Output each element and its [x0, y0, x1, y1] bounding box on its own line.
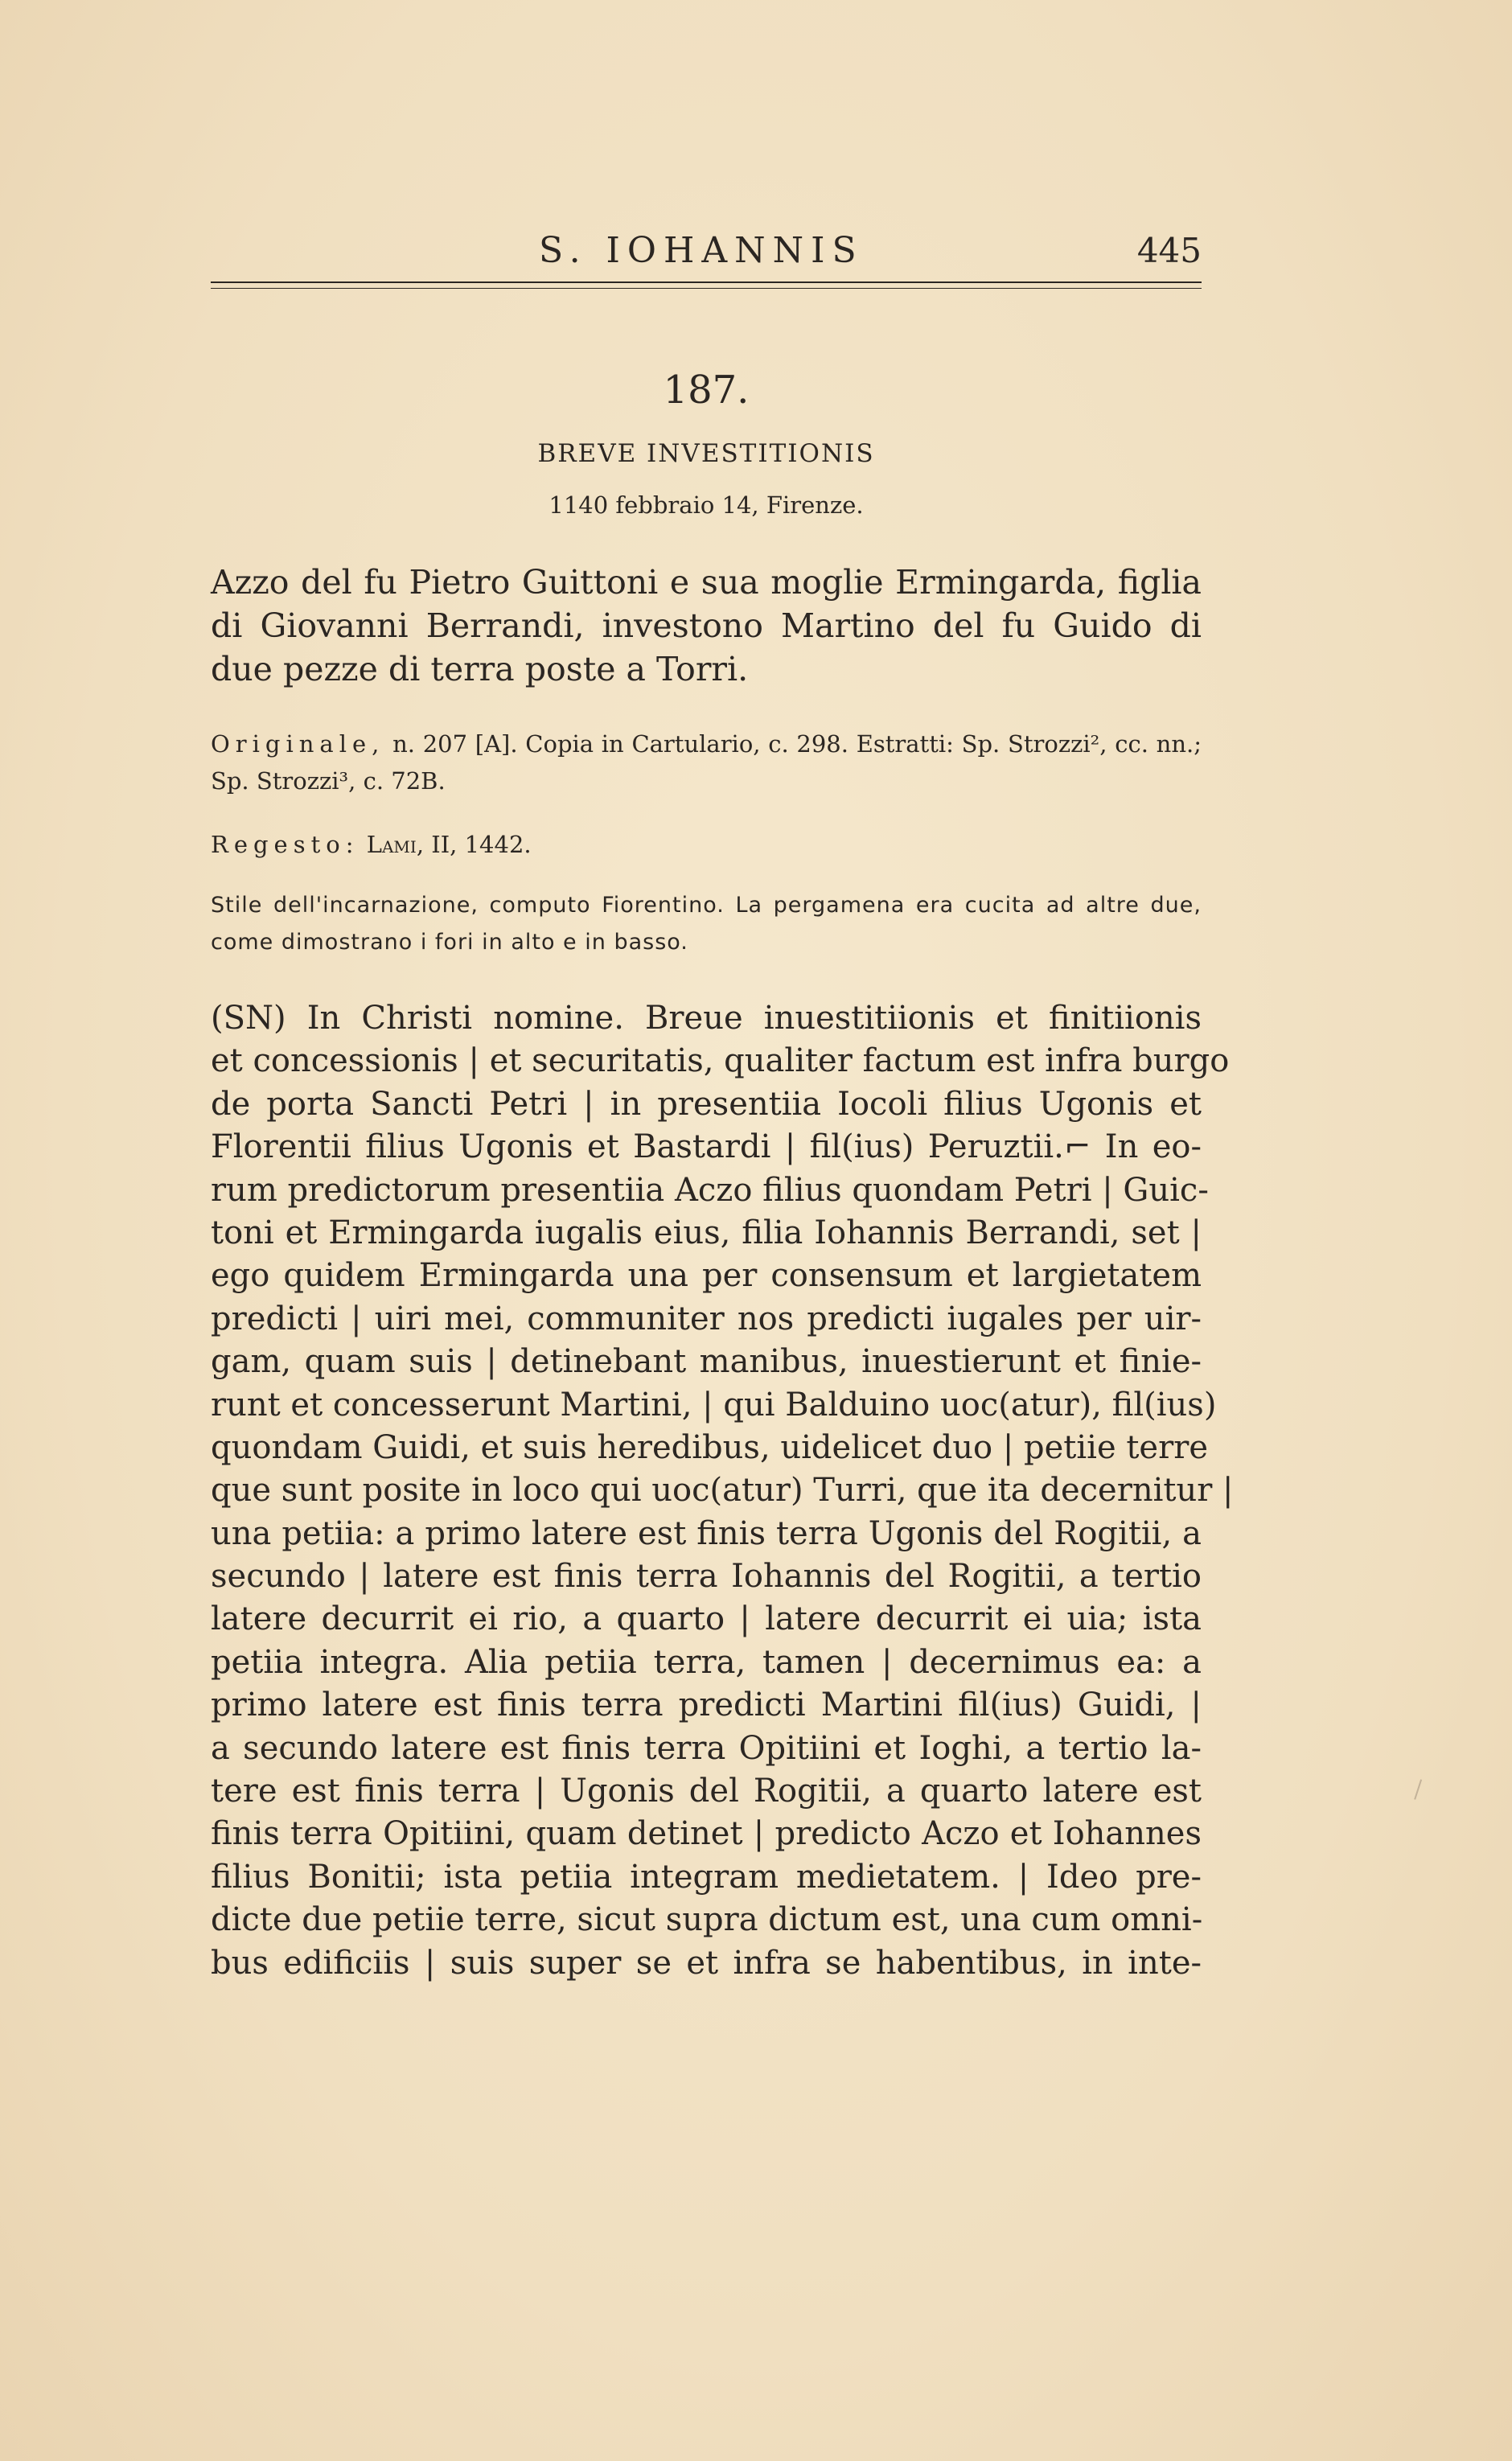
- regesto-reference: , II, 1442.: [416, 831, 532, 858]
- text-line: rum predictorum presentiia Aczo filius quondam Petri | Guic-: [211, 1171, 1209, 1209]
- manuscript-tradition: [211, 725, 1202, 799]
- editorial-note: Stile dell'incarnazione, computo Fiorentino. La pergamena era cucita ad altre due, come dimostrano i fori in alto e in basso.: [211, 893, 1202, 955]
- date-place: 1140 febbraio 14, Firenze.: [549, 491, 864, 519]
- text-line: gam, quam suis | detinebant manibus, inuestierunt et finie-: [211, 1343, 1202, 1381]
- text-line: ego quidem Ermingarda una per consensum et largietatem: [211, 1257, 1202, 1295]
- running-header: [211, 227, 1202, 275]
- text-line: petiia integra. Alia petiia terra, tamen | decernimus ea: a: [211, 1643, 1202, 1681]
- text-line: tere est finis terra | Ugonis del Rogitii, a quarto latere est: [211, 1773, 1202, 1810]
- text-line: finis terra Opitiini, quam detinet | predicto Aczo et Iohannes: [211, 1815, 1202, 1853]
- text-line: latere decurrit ei rio, a quarto | latere decurrit ei uia; ista: [211, 1600, 1202, 1638]
- text-line: a secundo latere est finis terra Opitiini et Ioghi, a tertio la-: [211, 1729, 1202, 1767]
- text-line: et concessionis | et securitatis, qualiter factum est infra burgo: [211, 1042, 1230, 1080]
- text-line: primo latere est finis terra predicti Martini fil(ius) Guidi, |: [211, 1687, 1202, 1724]
- regesto-label: Regesto:: [211, 831, 360, 858]
- regesto-author: Lami: [366, 831, 417, 858]
- document-summary: Azzo del fu Pietro Guittoni e sua moglie Ermingarda, figlia di Giovanni Berrandi, investono Martino del fu Guido di due pezze di terra poste a Torri.: [211, 563, 1202, 688]
- text-line: dicte due petiie terre, sicut supra dictum est, una cum omni-: [211, 1901, 1203, 1939]
- text-line: runt et concesserunt Martini, | qui Balduino uoc(atur), fil(ius): [211, 1386, 1217, 1424]
- text-line: (SN) In Christi nomine. Breue inuestitiionis et finitiionis: [211, 1000, 1202, 1037]
- tradition-text: n. 207 [A]. Copia in Cartulario, c. 298. Estratti: Sp. Strozzi², cc. nn.; Sp. Strozzi³, c. 72B.: [211, 730, 1202, 795]
- document-title: BREVE INVESTITIONIS: [537, 439, 875, 468]
- text-line: bus edificiis | suis super se et infra se habentibus, in inte-: [211, 1944, 1202, 1982]
- running-title: S. IOHANNIS: [539, 230, 864, 271]
- text-line: una petiia: a primo latere est finis terra Ugonis del Rogitii, a: [211, 1514, 1202, 1552]
- header-rule: [211, 281, 1202, 289]
- text-line: Florentii filius Ugonis et Bastardi | fil(ius) Peruztii.⌐ In eo-: [211, 1128, 1202, 1166]
- text-line: filius Bonitii; ista petiia integram medietatem. | Ideo pre-: [211, 1858, 1202, 1896]
- ink-mark: [1414, 1779, 1427, 1801]
- document-text: [211, 997, 1234, 1985]
- regesto: [211, 826, 1202, 863]
- text-line: quondam Guidi, et suis heredibus, uidelicet duo | petiie terre: [211, 1428, 1208, 1466]
- text-line: predicti | uiri mei, communiter nos predicti iugales per uir-: [211, 1300, 1202, 1337]
- text-line: de porta Sancti Petri | in presentiia Iocoli filius Ugonis et: [211, 1085, 1202, 1123]
- page-number: 445: [1136, 231, 1202, 270]
- tradition-label: Originale,: [211, 730, 385, 758]
- text-line: que sunt posite in loco qui uoc(atur) Turri, que ita decernitur |: [211, 1472, 1234, 1510]
- document-number: 187.: [663, 368, 750, 413]
- text-line: toni et Ermingarda iugalis eius, filia Iohannis Berrandi, set |: [211, 1214, 1202, 1251]
- text-line: secundo | latere est finis terra Iohannis del Rogitii, a tertio: [211, 1558, 1202, 1596]
